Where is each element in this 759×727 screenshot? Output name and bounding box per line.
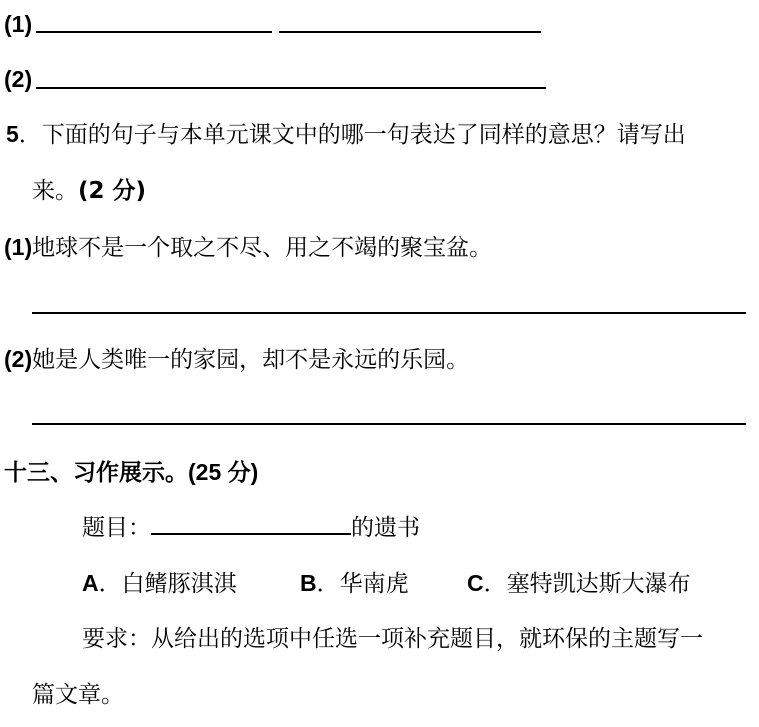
q5-item-2-label: (2) [4,346,33,372]
question-5-line-2 [32,176,146,206]
section-13-heading [4,457,258,488]
section-13-points: (25 分) [188,459,259,485]
option-b-text: 华南虎 [339,571,409,597]
answer-blank-1b[interactable] [279,31,541,33]
q5-item-1 [4,232,492,263]
essay-option-a: A．白鳍豚淇淇 [82,570,237,597]
essay-option-b: B．华南虎 [300,570,409,597]
q5-item-1-answer-blank[interactable] [32,312,746,314]
q5-item-2 [4,344,469,375]
essay-requirement-line-1: 要求：从给出的选项中任选一项补充题目，就环保的主题写一 [82,626,703,652]
essay-title-blank[interactable] [151,532,351,535]
essay-title-suffix: 的遗书 [351,515,420,541]
answer-line-2-label: (2) [4,66,33,92]
option-a-text: 白鳍豚淇淇 [121,571,237,597]
option-a-letter: A [82,570,99,596]
option-c-letter: C [467,570,484,596]
essay-option-c: C．塞特凯达斯大瀑布 [467,570,691,597]
option-b-letter: B [300,570,317,596]
q5-item-1-text: 地球不是一个取之不尽、用之不竭的聚宝盆。 [32,235,493,261]
q5-item-2-answer-blank[interactable] [32,423,746,425]
question-5-text: ．下面的句子与本单元课文中的哪一句表达了同样的意思？请写出 [18,122,686,148]
essay-requirement-line-2: 篇文章。 [32,682,124,708]
q5-item-1-label: (1) [4,234,33,260]
answer-blank-1a[interactable] [36,31,272,33]
answer-line-1-label: (1) [4,11,33,37]
question-5-number: 5 [6,121,19,147]
option-c-text: 塞特凯达斯大瀑布 [506,571,691,597]
essay-title-prefix: 题目： [82,515,151,541]
question-5-text-cont: 来。 [32,178,78,204]
section-13-title: 十三、习作展示。 [4,460,188,486]
question-5-line-1 [6,119,686,150]
answer-blank-2[interactable] [36,87,546,89]
question-5-points: (2 分) [78,178,147,204]
q5-item-2-text: 她是人类唯一的家园，却不是永远的乐园。 [32,347,470,373]
essay-title-row [82,513,420,543]
